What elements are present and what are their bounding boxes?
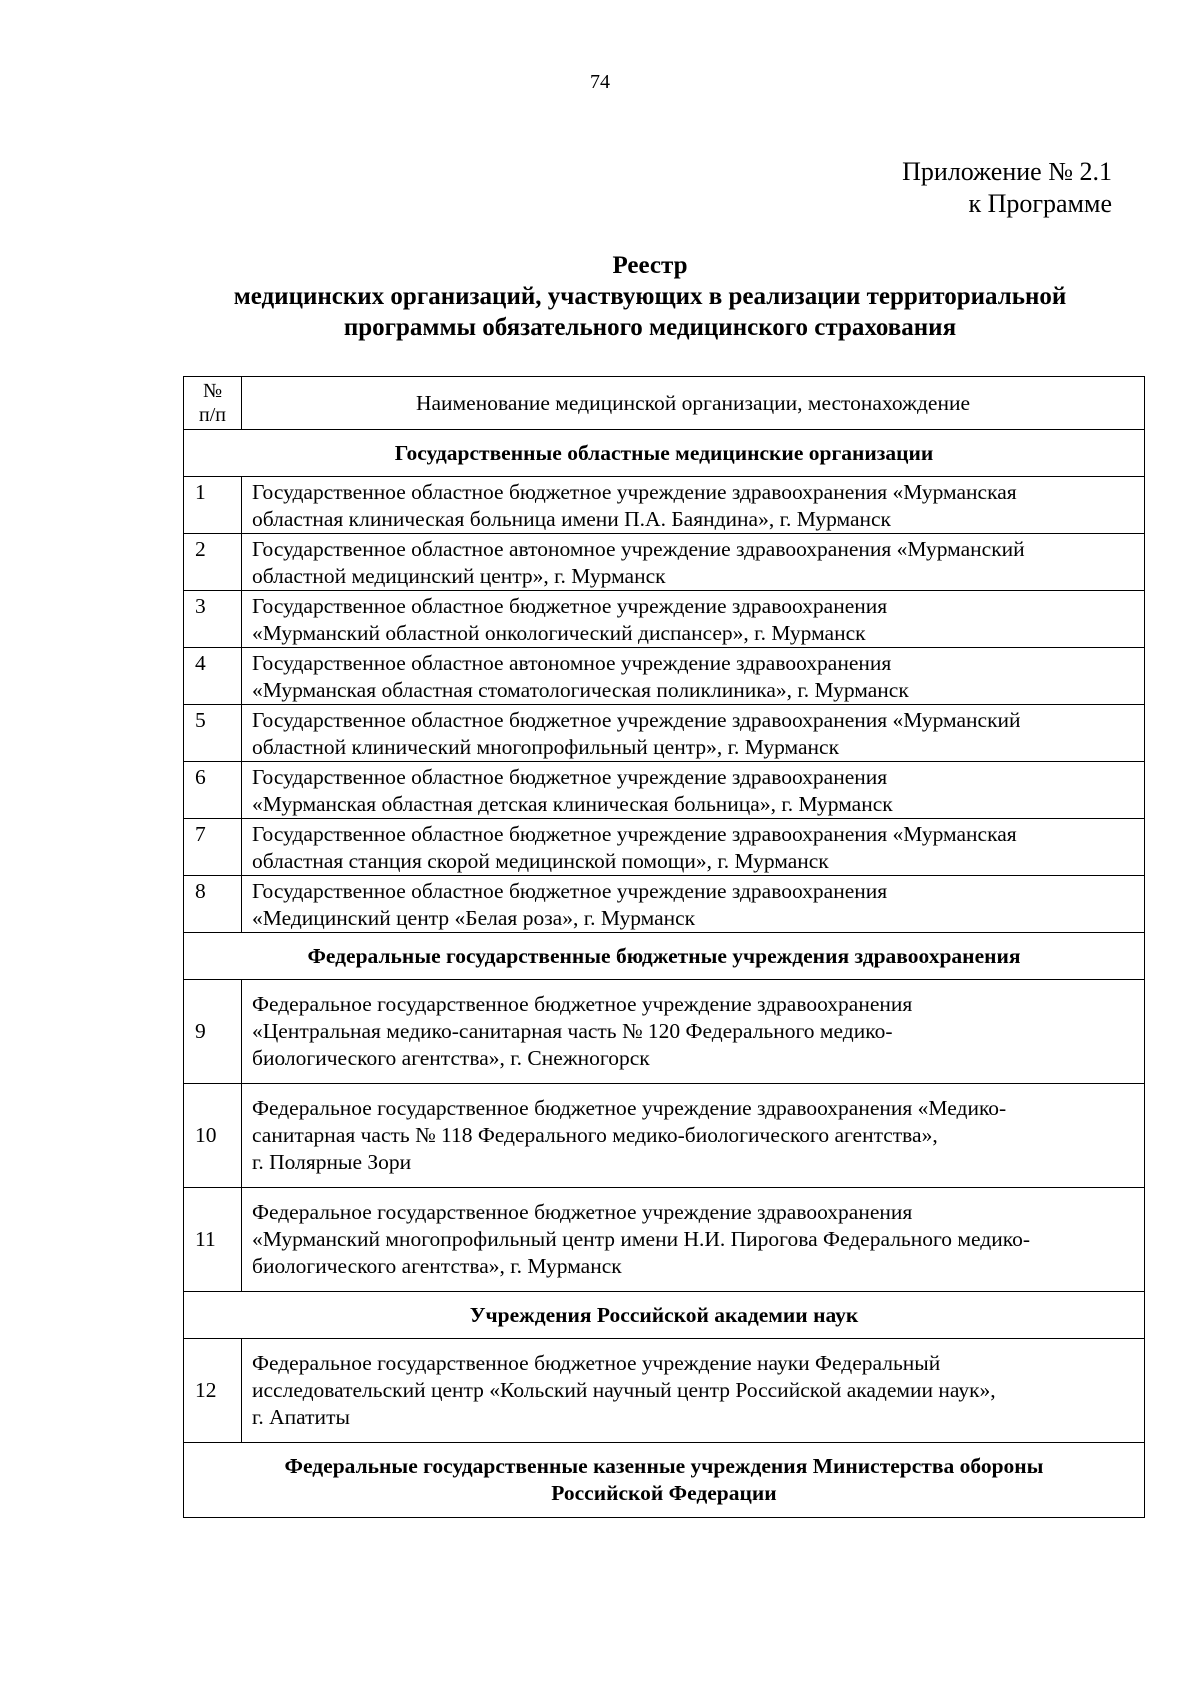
organization-name-line: «Мурманский областной онкологический диспансер», г. Мурманск xyxy=(252,621,866,645)
title-line-1: Реестр xyxy=(612,252,688,279)
table-header-row xyxy=(184,377,1145,430)
table-row xyxy=(184,534,1145,591)
organization-name-line: областной медицинский центр», г. Мурманск xyxy=(252,564,666,588)
appendix-line-2: к Программе xyxy=(968,189,1112,218)
organization-name-line: Государственное областное автономное учреждение здравоохранения «Мурманский xyxy=(252,537,1025,561)
organization-name xyxy=(242,1339,1145,1443)
table-row xyxy=(184,876,1145,933)
section-title xyxy=(184,1443,1145,1518)
appendix-reference xyxy=(902,156,1112,220)
organization-name-line: «Мурманский многопрофильный центр имени Н.И. Пирогова Федерального медико- xyxy=(252,1227,1030,1251)
organization-name xyxy=(242,876,1145,933)
organization-name-line: Государственное областное бюджетное учреждение здравоохранения «Мурманский xyxy=(252,708,1021,732)
organization-name xyxy=(242,591,1145,648)
organization-name xyxy=(242,1188,1145,1292)
table-row xyxy=(184,1084,1145,1188)
organization-name-line: биологического агентства», г. Снежногорск xyxy=(252,1046,650,1070)
organization-name-line: «Центральная медико-санитарная часть № 120 Федерального медико- xyxy=(252,1019,893,1043)
table-row xyxy=(184,591,1145,648)
title-line-3: программы обязательного медицинского страхования xyxy=(343,314,957,341)
organization-name-line: Государственное областное бюджетное учреждение здравоохранения xyxy=(252,765,888,789)
organization-name-line: Государственное областное бюджетное учреждение здравоохранения xyxy=(252,594,888,618)
organization-name xyxy=(242,648,1145,705)
section-title: Государственные областные медицинские организации xyxy=(184,430,1145,477)
organization-name-line: Государственное областное бюджетное учреждение здравоохранения xyxy=(252,879,888,903)
document-title xyxy=(130,250,1170,343)
table-row xyxy=(184,648,1145,705)
organization-name xyxy=(242,762,1145,819)
organization-name-line: «Мурманская областная стоматологическая поликлиника», г. Мурманск xyxy=(252,678,909,702)
organization-name-line: областная клиническая больница имени П.А. Баяндина», г. Мурманск xyxy=(252,507,891,531)
title-line-2: медицинских организаций, участвующих в реализации территориальной xyxy=(233,283,1067,310)
table-row xyxy=(184,705,1145,762)
organization-name-line: областной клинический многопрофильный центр», г. Мурманск xyxy=(252,735,840,759)
registry-table xyxy=(183,376,1145,1518)
section-row xyxy=(184,933,1145,980)
organization-name xyxy=(242,1084,1145,1188)
organization-name-line: исследовательский центр «Кольский научный центр Российской академии наук», xyxy=(252,1378,996,1402)
table-row xyxy=(184,477,1145,534)
page-number: 74 xyxy=(590,71,610,93)
organization-name-line: областная станция скорой медицинской помощи», г. Мурманск xyxy=(252,849,829,873)
header-number-cell xyxy=(184,377,242,430)
row-number: 6 xyxy=(184,762,242,819)
organization-name-line: г. Полярные Зори xyxy=(252,1150,412,1174)
table-row xyxy=(184,1188,1145,1292)
table-row xyxy=(184,980,1145,1084)
organization-name xyxy=(242,980,1145,1084)
section-row xyxy=(184,1292,1145,1339)
organization-name-line: «Медицинский центр «Белая роза», г. Мурманск xyxy=(252,906,696,930)
section-title: Федеральные государственные бюджетные учреждения здравоохранения xyxy=(184,933,1145,980)
organization-name-line: Федеральное государственное бюджетное учреждение науки Федеральный xyxy=(252,1351,941,1375)
organization-name-line: Государственное областное бюджетное учреждение здравоохранения «Мурманская xyxy=(252,822,1017,846)
organization-name xyxy=(242,705,1145,762)
row-number: 5 xyxy=(184,705,242,762)
row-number: 2 xyxy=(184,534,242,591)
row-number: 8 xyxy=(184,876,242,933)
header-number-sign: № xyxy=(202,380,223,402)
table-row xyxy=(184,819,1145,876)
row-number: 10 xyxy=(184,1084,242,1188)
row-number: 7 xyxy=(184,819,242,876)
organization-name-line: Государственное областное бюджетное учреждение здравоохранения «Мурманская xyxy=(252,480,1017,504)
organization-name-line: санитарная часть № 118 Федерального медико-биологического агентства», xyxy=(252,1123,938,1147)
organization-name-line: Федеральное государственное бюджетное учреждение здравоохранения xyxy=(252,1200,913,1224)
organization-name xyxy=(242,477,1145,534)
header-number-abbr: п/п xyxy=(199,404,226,426)
row-number: 4 xyxy=(184,648,242,705)
section-title: Учреждения Российской академии наук xyxy=(184,1292,1145,1339)
row-number: 9 xyxy=(184,980,242,1084)
appendix-line-1: Приложение № 2.1 xyxy=(902,157,1112,186)
section-title-line: Федеральные государственные казенные учреждения Министерства обороны xyxy=(284,1454,1044,1478)
organization-name-line: г. Апатиты xyxy=(252,1405,350,1429)
table-row xyxy=(184,762,1145,819)
section-row xyxy=(184,430,1145,477)
row-number: 3 xyxy=(184,591,242,648)
organization-name-line: Федеральное государственное бюджетное учреждение здравоохранения «Медико- xyxy=(252,1096,1007,1120)
organization-name-line: биологического агентства», г. Мурманск xyxy=(252,1254,622,1278)
section-title-line: Российской Федерации xyxy=(551,1481,777,1505)
row-number: 12 xyxy=(184,1339,242,1443)
row-number: 1 xyxy=(184,477,242,534)
organization-name-line: «Мурманская областная детская клиническая больница», г. Мурманск xyxy=(252,792,893,816)
organization-name-line: Государственное областное автономное учреждение здравоохранения xyxy=(252,651,892,675)
table-row xyxy=(184,1339,1145,1443)
organization-name xyxy=(242,534,1145,591)
organization-name-line: Федеральное государственное бюджетное учреждение здравоохранения xyxy=(252,992,913,1016)
row-number: 11 xyxy=(184,1188,242,1292)
organization-name xyxy=(242,819,1145,876)
header-name-cell: Наименование медицинской организации, местонахождение xyxy=(242,377,1145,430)
section-row xyxy=(184,1443,1145,1518)
